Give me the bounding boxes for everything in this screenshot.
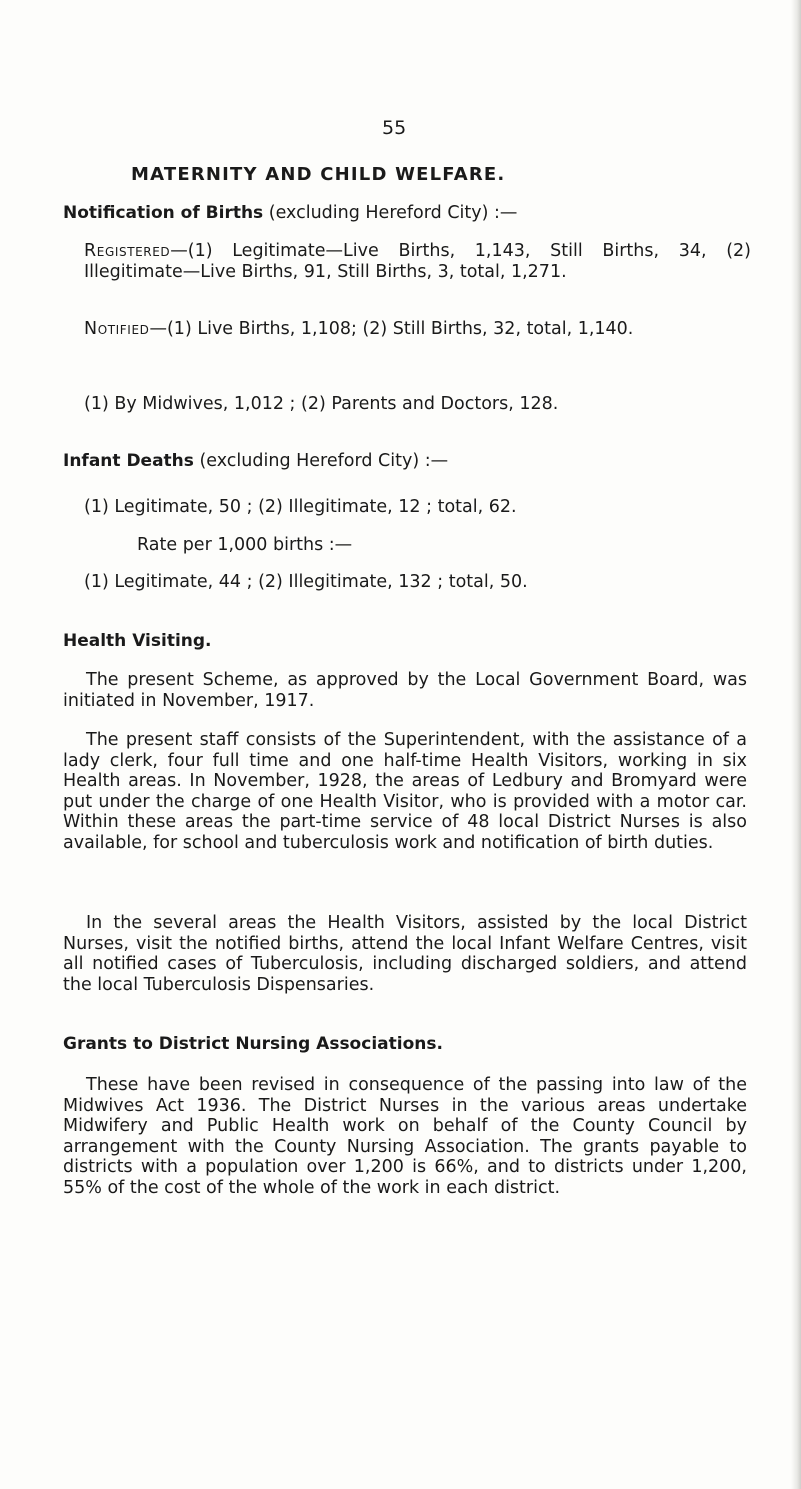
births-heading: Notification of Births — [63, 203, 264, 223]
infant-deaths-counts: (1) Legitimate, 50 ; (2) Illegitimate, 12 ; total, 62. — [84, 497, 517, 517]
registered-paragraph — [84, 241, 751, 282]
page-edge-shadow — [791, 0, 801, 1489]
page-title: MATERNITY AND CHILD WELFARE. — [131, 164, 506, 185]
health-visiting-paragraph-1: The present Scheme, as approved by the Local Government Board, was initiated in November, 1917. — [63, 670, 747, 711]
infant-deaths-heading-line — [63, 451, 743, 472]
births-heading-line — [63, 203, 743, 224]
notified-paragraph — [84, 319, 751, 340]
grants-paragraph: These have been revised in consequence of the passing into law of the Midwives Act 1936. The District Nurses in the various areas undertake Midwifery and Public Health work on behalf of the County Council by arrangement with the County Nursing Association. The grants payable to districts with a population over 1,200 is 66%, and to districts under 1,200, 55% of the cost of the whole of the work in each district. — [63, 1075, 747, 1198]
notified-by-whom: (1) By Midwives, 1,012 ; (2) Parents and Doctors, 128. — [84, 394, 559, 414]
infant-deaths-rate-label: Rate per 1,000 births :— — [137, 535, 353, 555]
births-heading-suffix: (excluding Hereford City) :— — [263, 203, 518, 223]
registered-text: —(1) Legitimate—Live Births, 1,143, Still Births, 34, (2) Illegitimate—Live Births, 91, Still Births, 3, total, 1,271. — [84, 241, 751, 282]
infant-deaths-rates: (1) Legitimate, 44 ; (2) Illegitimate, 132 ; total, 50. — [84, 572, 528, 592]
health-visiting-paragraph-3: In the several areas the Health Visitors, assisted by the local District Nurses, visit the notified births, attend the local Infant Welfare Centres, visit all notified cases of Tuberculosis, including discharged soldiers, and attend the local Tuberculosis Dispensaries. — [63, 913, 747, 995]
registered-label: Registered — [84, 241, 171, 261]
health-visiting-heading: Health Visiting. — [63, 631, 212, 651]
notified-text: —(1) Live Births, 1,108; (2) Still Births, 32, total, 1,140. — [149, 319, 634, 339]
notified-label: Notified — [84, 319, 150, 339]
infant-deaths-heading-suffix: (excluding Hereford City) :— — [193, 451, 449, 471]
health-visiting-paragraph-2: The present staff consists of the Superintendent, with the assistance of a lady clerk, four full time and one half-time Health Visitors, working in six Health areas. In November, 1928, the areas of Ledbury and Bromyard were put under the charge of one Health Visitor, who is provided with a motor car. Within these areas the part-time service of 48 local District Nurses is also available, for school and tuberculosis work and notification of birth duties. — [63, 730, 747, 853]
grants-heading: Grants to District Nursing Associations. — [63, 1034, 443, 1054]
infant-deaths-heading: Infant Deaths — [63, 451, 194, 471]
page-number: 55 — [382, 117, 407, 139]
